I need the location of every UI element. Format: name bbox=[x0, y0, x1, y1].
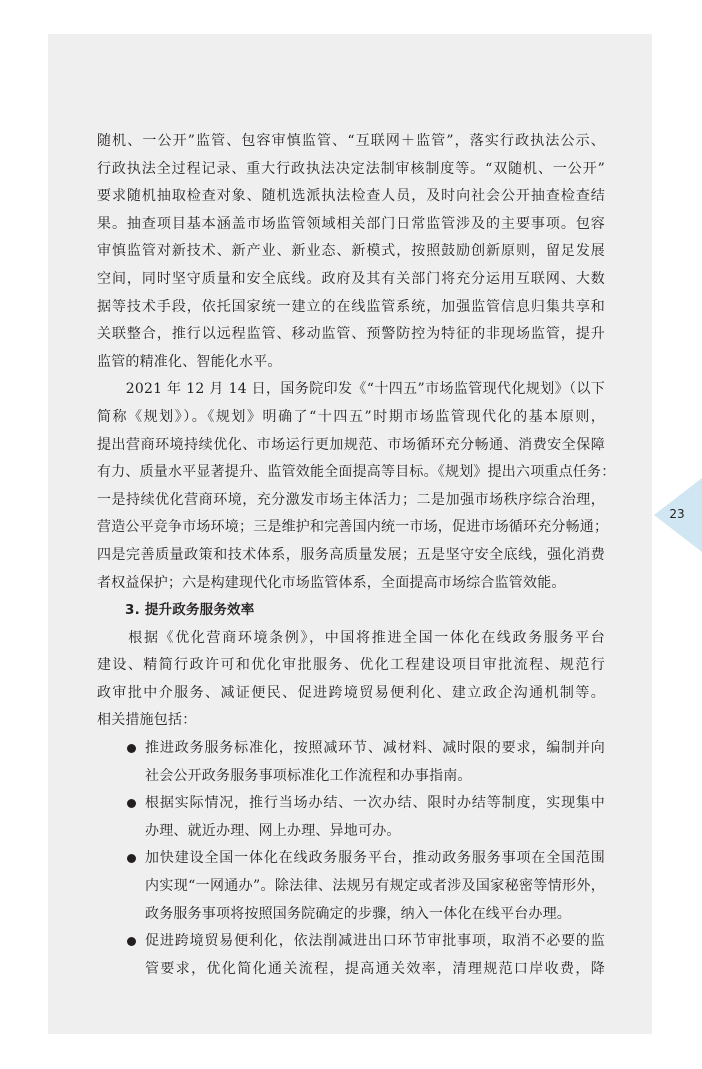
list-item bbox=[97, 928, 605, 983]
text-line: 根据实际情况，推行当场办结、一次办结、限时办结等制度，实现集中 bbox=[145, 795, 605, 812]
text-line: 四是完善质量政策和技术体系，服务高质量发展；五是坚守安全底线，强化消费 bbox=[97, 546, 605, 563]
page-number: 23 bbox=[669, 507, 685, 521]
bullet-icon bbox=[127, 744, 136, 753]
text-line: 简称《规划》）。《规划》明确了“十四五”时期市场监管现代化的基本原则， bbox=[97, 408, 605, 425]
text-line: 促进跨境贸易便利化，依法削减进出口环节审批事项，取消不必要的监 bbox=[145, 933, 605, 950]
text-line: 空间，同时坚守质量和安全底线。政府及其有关部门将充分运用互联网、大数 bbox=[97, 270, 605, 287]
bullet-icon bbox=[127, 937, 136, 946]
list-item bbox=[97, 790, 605, 845]
list-item bbox=[97, 735, 605, 790]
page-content bbox=[97, 128, 616, 983]
text-line: 政审批中介服务、减证便民、促进跨境贸易便利化、建立政企沟通机制等。 bbox=[97, 684, 605, 701]
text-line: 推进政务服务标准化，按照减环节、减材料、减时限的要求，编制并向 bbox=[145, 740, 605, 757]
text-line: 者权益保护；六是构建现代化市场监管体系，全面提高市场综合监管效能。 bbox=[97, 574, 566, 591]
text-line: 要求随机抽取检查对象、随机选派执法检查人员，及时向社会公开抽查检查结 bbox=[97, 188, 605, 205]
text-line: 办理、就近办理、网上办理、异地可办。 bbox=[145, 822, 401, 839]
text-line: 行政执法全过程记录、重大行政执法决定法制审核制度等。“双随机、一公开” bbox=[97, 160, 605, 177]
text-line: 一是持续优化营商环境，充分激发市场主体活力；二是加强市场秩序综合治理， bbox=[97, 491, 605, 508]
text-line: 建设、精简行政许可和优化审批服务、优化工程建设项目审批流程、规范行 bbox=[97, 657, 605, 674]
text-line: 政务服务事项将按照国务院确定的步骤，纳入一体化在线平台办理。 bbox=[145, 905, 571, 922]
text-line: 关联整合，推行以远程监管、移动监管、预警防控为特征的非现场监管，提升 bbox=[97, 326, 605, 343]
text-line: 审慎监管对新技术、新产业、新业态、新模式，按照鼓励创新原则，留足发展 bbox=[97, 243, 605, 260]
bullet-list bbox=[97, 735, 605, 983]
text-line: 监管的精准化、智能化水平。 bbox=[97, 353, 282, 370]
text-line: 根据《优化营商环境条例》，中国将推进全国一体化在线政务服务平台 bbox=[97, 629, 605, 646]
text-line: 有力、质量水平显著提升、监管效能全面提高等目标。《规划》提出六项重点任务： bbox=[97, 464, 616, 481]
paragraph-plan bbox=[97, 376, 616, 597]
paragraph-government-services bbox=[97, 625, 605, 735]
text-line: 随机、一公开”监管、包容审慎监管、“互联网＋监管”，落实行政执法公示、 bbox=[97, 133, 605, 149]
bullet-icon bbox=[127, 799, 136, 808]
text-line: 管要求，优化简化通关流程，提高通关效率，清理规范口岸收费，降 bbox=[145, 960, 605, 977]
section-heading: 3. 提升政务服务效率 bbox=[125, 602, 255, 619]
text-line: 加快建设全国一体化在线政务服务平台，推动政务服务事项在全国范围 bbox=[145, 850, 605, 867]
text-line: 内实现“一网通办”。除法律、法规另有规定或者涉及国家秘密等情形外， bbox=[145, 878, 605, 895]
text-line: 2021 年 12 月 14 日，国务院印发《“十四五”市场监管现代化规划》（以下 bbox=[97, 381, 605, 398]
bullet-icon bbox=[127, 854, 136, 863]
text-line: 营造公平竞争市场环境；三是维护和完善国内统一市场，促进市场循环充分畅通； bbox=[97, 519, 609, 536]
text-line: 果。抽查项目基本涵盖市场监管领域相关部门日常监管涉及的主要事项。包容 bbox=[97, 215, 605, 232]
paragraph-monitoring bbox=[97, 128, 605, 376]
text-line: 相关措施包括： bbox=[97, 712, 197, 729]
text-line: 据等技术手段，依托国家统一建立的在线监管系统，加强监管信息归集共享和 bbox=[97, 298, 605, 315]
list-item bbox=[97, 845, 605, 928]
text-line: 提出营商环境持续优化、市场运行更加规范、市场循环充分畅通、消费安全保障 bbox=[97, 436, 605, 453]
text-line: 社会公开政务服务事项标准化工作流程和办事指南。 bbox=[145, 767, 472, 784]
